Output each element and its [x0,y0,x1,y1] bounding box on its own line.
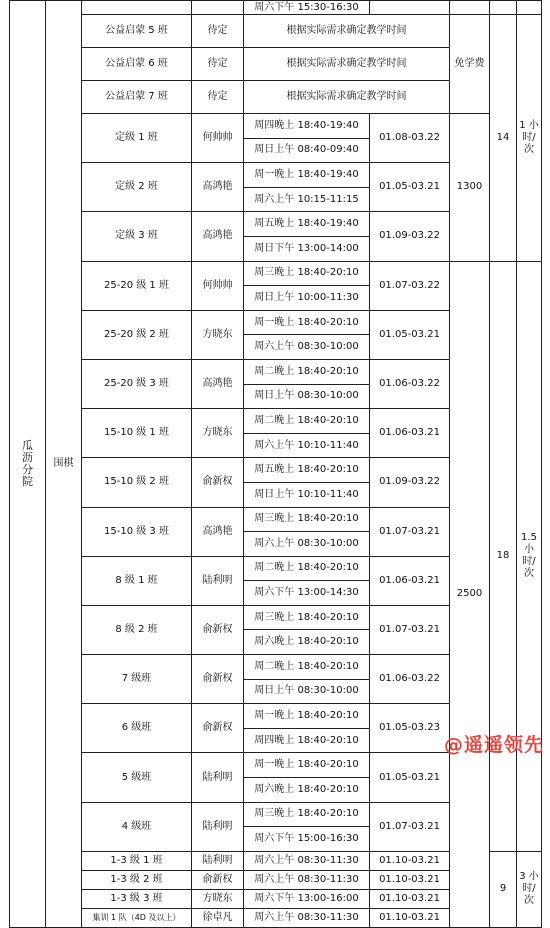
class-name: 定级 3 班 [82,212,192,261]
teacher-name: 俞新权 [192,704,244,753]
teacher-name: 陆利明 [192,556,244,605]
date-range: 01.09-03.22 [370,458,450,507]
class-name: 1-3 级 2 班 [82,870,192,889]
teacher-name: 方晓东 [192,409,244,458]
date-range [370,1,450,15]
branch-name [10,1,46,928]
class-time: 周三晚上 18:40-20:10 [244,802,370,827]
date-range: 01.05-03.21 [370,310,450,359]
fee-cell: 2500 [450,261,490,927]
date-range: 01.09-03.22 [370,212,450,261]
teacher-name: 待定 [192,48,244,81]
subject-cell: 围棋 [46,1,82,928]
class-time: 周三晚上 18:40-20:10 [244,605,370,630]
class-name: 8 级 1 班 [82,556,192,605]
date-range: 01.10-03.21 [370,870,450,889]
date-range: 01.05-03.21 [370,753,450,802]
table-row [10,1,542,15]
class-time: 周日上午 08:30-10:00 [244,384,370,409]
class-time: 周二晚上 18:40-20:10 [244,359,370,384]
date-range: 01.06-03.21 [370,409,450,458]
class-time: 周五晚上 18:40-20:10 [244,458,370,483]
class-time: 周日上午 10:00-11:30 [244,286,370,311]
watermark: @遥遥领先 [443,734,544,756]
schedule-table [9,0,542,928]
duration-cell [517,1,542,15]
class-name: 7 级班 [82,655,192,704]
class-time: 周一晚上 18:40-20:10 [244,753,370,778]
date-range: 01.06-03.22 [370,655,450,704]
class-time: 周六下午 13:00-14:30 [244,581,370,606]
date-range: 01.07-03.21 [370,605,450,654]
duration-cell: 1 小时/次 [517,15,542,262]
branch-char: 分 [22,462,33,476]
class-name: 6 级班 [82,704,192,753]
date-range: 01.10-03.21 [370,851,450,870]
teacher-name [192,1,244,15]
fee-cell: 1300 [450,114,490,262]
table-row [10,15,542,48]
class-name: 集训 1 队（4D 及以上） [82,908,192,927]
class-name: 15-10 级 1 班 [82,409,192,458]
teacher-name: 何帅帅 [192,261,244,310]
class-name: 15-10 级 3 班 [82,507,192,556]
date-range: 01.05-03.23 [370,704,450,753]
teacher-name: 俞新权 [192,605,244,654]
sessions-cell: 9 [490,851,517,927]
table-row [10,114,542,139]
teacher-name: 高鸿艳 [192,163,244,212]
branch-char: 瓜 [22,438,33,452]
branch-char: 沥 [22,450,33,464]
class-time: 周日下午 13:00-14:00 [244,236,370,261]
class-time: 周六上午 08:30-10:00 [244,532,370,557]
class-time: 周六上午 08:30-11:30 [244,851,370,870]
date-range: 01.07-03.21 [370,802,450,851]
class-time: 周六上午 10:10-11:40 [244,433,370,458]
class-name: 25-20 级 3 班 [82,359,192,408]
class-time: 周六下午 15:30-16:30 [244,1,370,15]
date-range: 01.07-03.22 [370,261,450,310]
fee-cell [450,1,490,15]
date-range: 01.10-03.21 [370,908,450,927]
class-time: 周五晚上 18:40-19:40 [244,212,370,237]
class-name: 公益启蒙 6 班 [82,48,192,81]
class-name: 公益启蒙 7 班 [82,81,192,114]
duration-cell: 1.5 小时/次 [517,261,542,851]
class-time: 周一晚上 18:40-20:10 [244,310,370,335]
class-time: 周六上午 08:30-11:30 [244,908,370,927]
class-name: 25-20 级 1 班 [82,261,192,310]
class-time: 周六上午 08:30-11:30 [244,870,370,889]
teacher-name: 高鸿艳 [192,359,244,408]
date-range: 01.08-03.22 [370,114,450,163]
class-time: 周六下午 13:00-16:00 [244,889,370,908]
date-range: 01.06-03.22 [370,359,450,408]
class-time: 周日上午 08:40-09:40 [244,138,370,163]
teacher-name: 方晓东 [192,310,244,359]
teacher-name: 俞新权 [192,655,244,704]
class-name: 4 级班 [82,802,192,851]
teacher-name: 徐卓凡 [192,908,244,927]
sessions-cell: 14 [490,15,517,262]
teacher-name: 待定 [192,15,244,48]
class-time: 周四晚上 18:40-19:40 [244,114,370,139]
class-name: 15-10 级 2 班 [82,458,192,507]
teacher-name: 陆利明 [192,753,244,802]
class-name: 1-3 级 1 班 [82,851,192,870]
class-name: 公益启蒙 5 班 [82,15,192,48]
class-time: 周二晚上 18:40-20:10 [244,655,370,680]
class-time: 周三晚上 18:40-20:10 [244,261,370,286]
teacher-name: 何帅帅 [192,114,244,163]
class-time: 周一晚上 18:40-20:10 [244,704,370,729]
class-time: 周日上午 08:30-10:00 [244,679,370,704]
date-range: 01.05-03.21 [370,163,450,212]
teacher-name: 高鸿艳 [192,507,244,556]
teacher-name: 陆利明 [192,802,244,851]
date-range: 01.06-03.21 [370,556,450,605]
class-time: 周二晚上 18:40-20:10 [244,409,370,434]
class-time: 周日上午 10:10-11:40 [244,482,370,507]
class-time: 周一晚上 18:40-19:40 [244,163,370,188]
teacher-name: 俞新权 [192,870,244,889]
class-time: 周三晚上 18:40-20:10 [244,507,370,532]
class-time: 周六下午 15:00-16:30 [244,827,370,852]
class-time: 根据实际需求确定教学时间 [244,48,450,81]
class-name: 定级 2 班 [82,163,192,212]
table-row [10,261,542,286]
class-name: 1-3 级 3 班 [82,889,192,908]
class-time: 根据实际需求确定教学时间 [244,81,450,114]
class-time: 周六晚上 18:40-20:10 [244,630,370,655]
sessions-cell: 18 [490,261,517,851]
teacher-name: 方晓东 [192,889,244,908]
class-name [82,1,192,15]
schedule-body [10,1,542,928]
class-name: 8 级 2 班 [82,605,192,654]
sessions-cell [490,1,517,15]
teacher-name: 待定 [192,81,244,114]
duration-cell: 3 小时/次 [517,851,542,927]
teacher-name: 俞新权 [192,458,244,507]
class-name: 25-20 级 2 班 [82,310,192,359]
class-time: 周四晚上 18:40-20:10 [244,728,370,753]
date-range: 01.07-03.21 [370,507,450,556]
teacher-name: 陆利明 [192,851,244,870]
branch-char: 院 [22,474,33,488]
teacher-name: 高鸿艳 [192,212,244,261]
date-range: 01.10-03.21 [370,889,450,908]
class-name: 5 级班 [82,753,192,802]
class-name: 定级 1 班 [82,114,192,163]
class-time: 周二晚上 18:40-20:10 [244,556,370,581]
class-time: 周六晚上 18:40-20:10 [244,778,370,803]
class-time: 根据实际需求确定教学时间 [244,15,450,48]
class-time: 周六上午 10:15-11:15 [244,187,370,212]
fee-cell: 免学费 [450,15,490,114]
class-time: 周六上午 08:30-10:00 [244,335,370,360]
